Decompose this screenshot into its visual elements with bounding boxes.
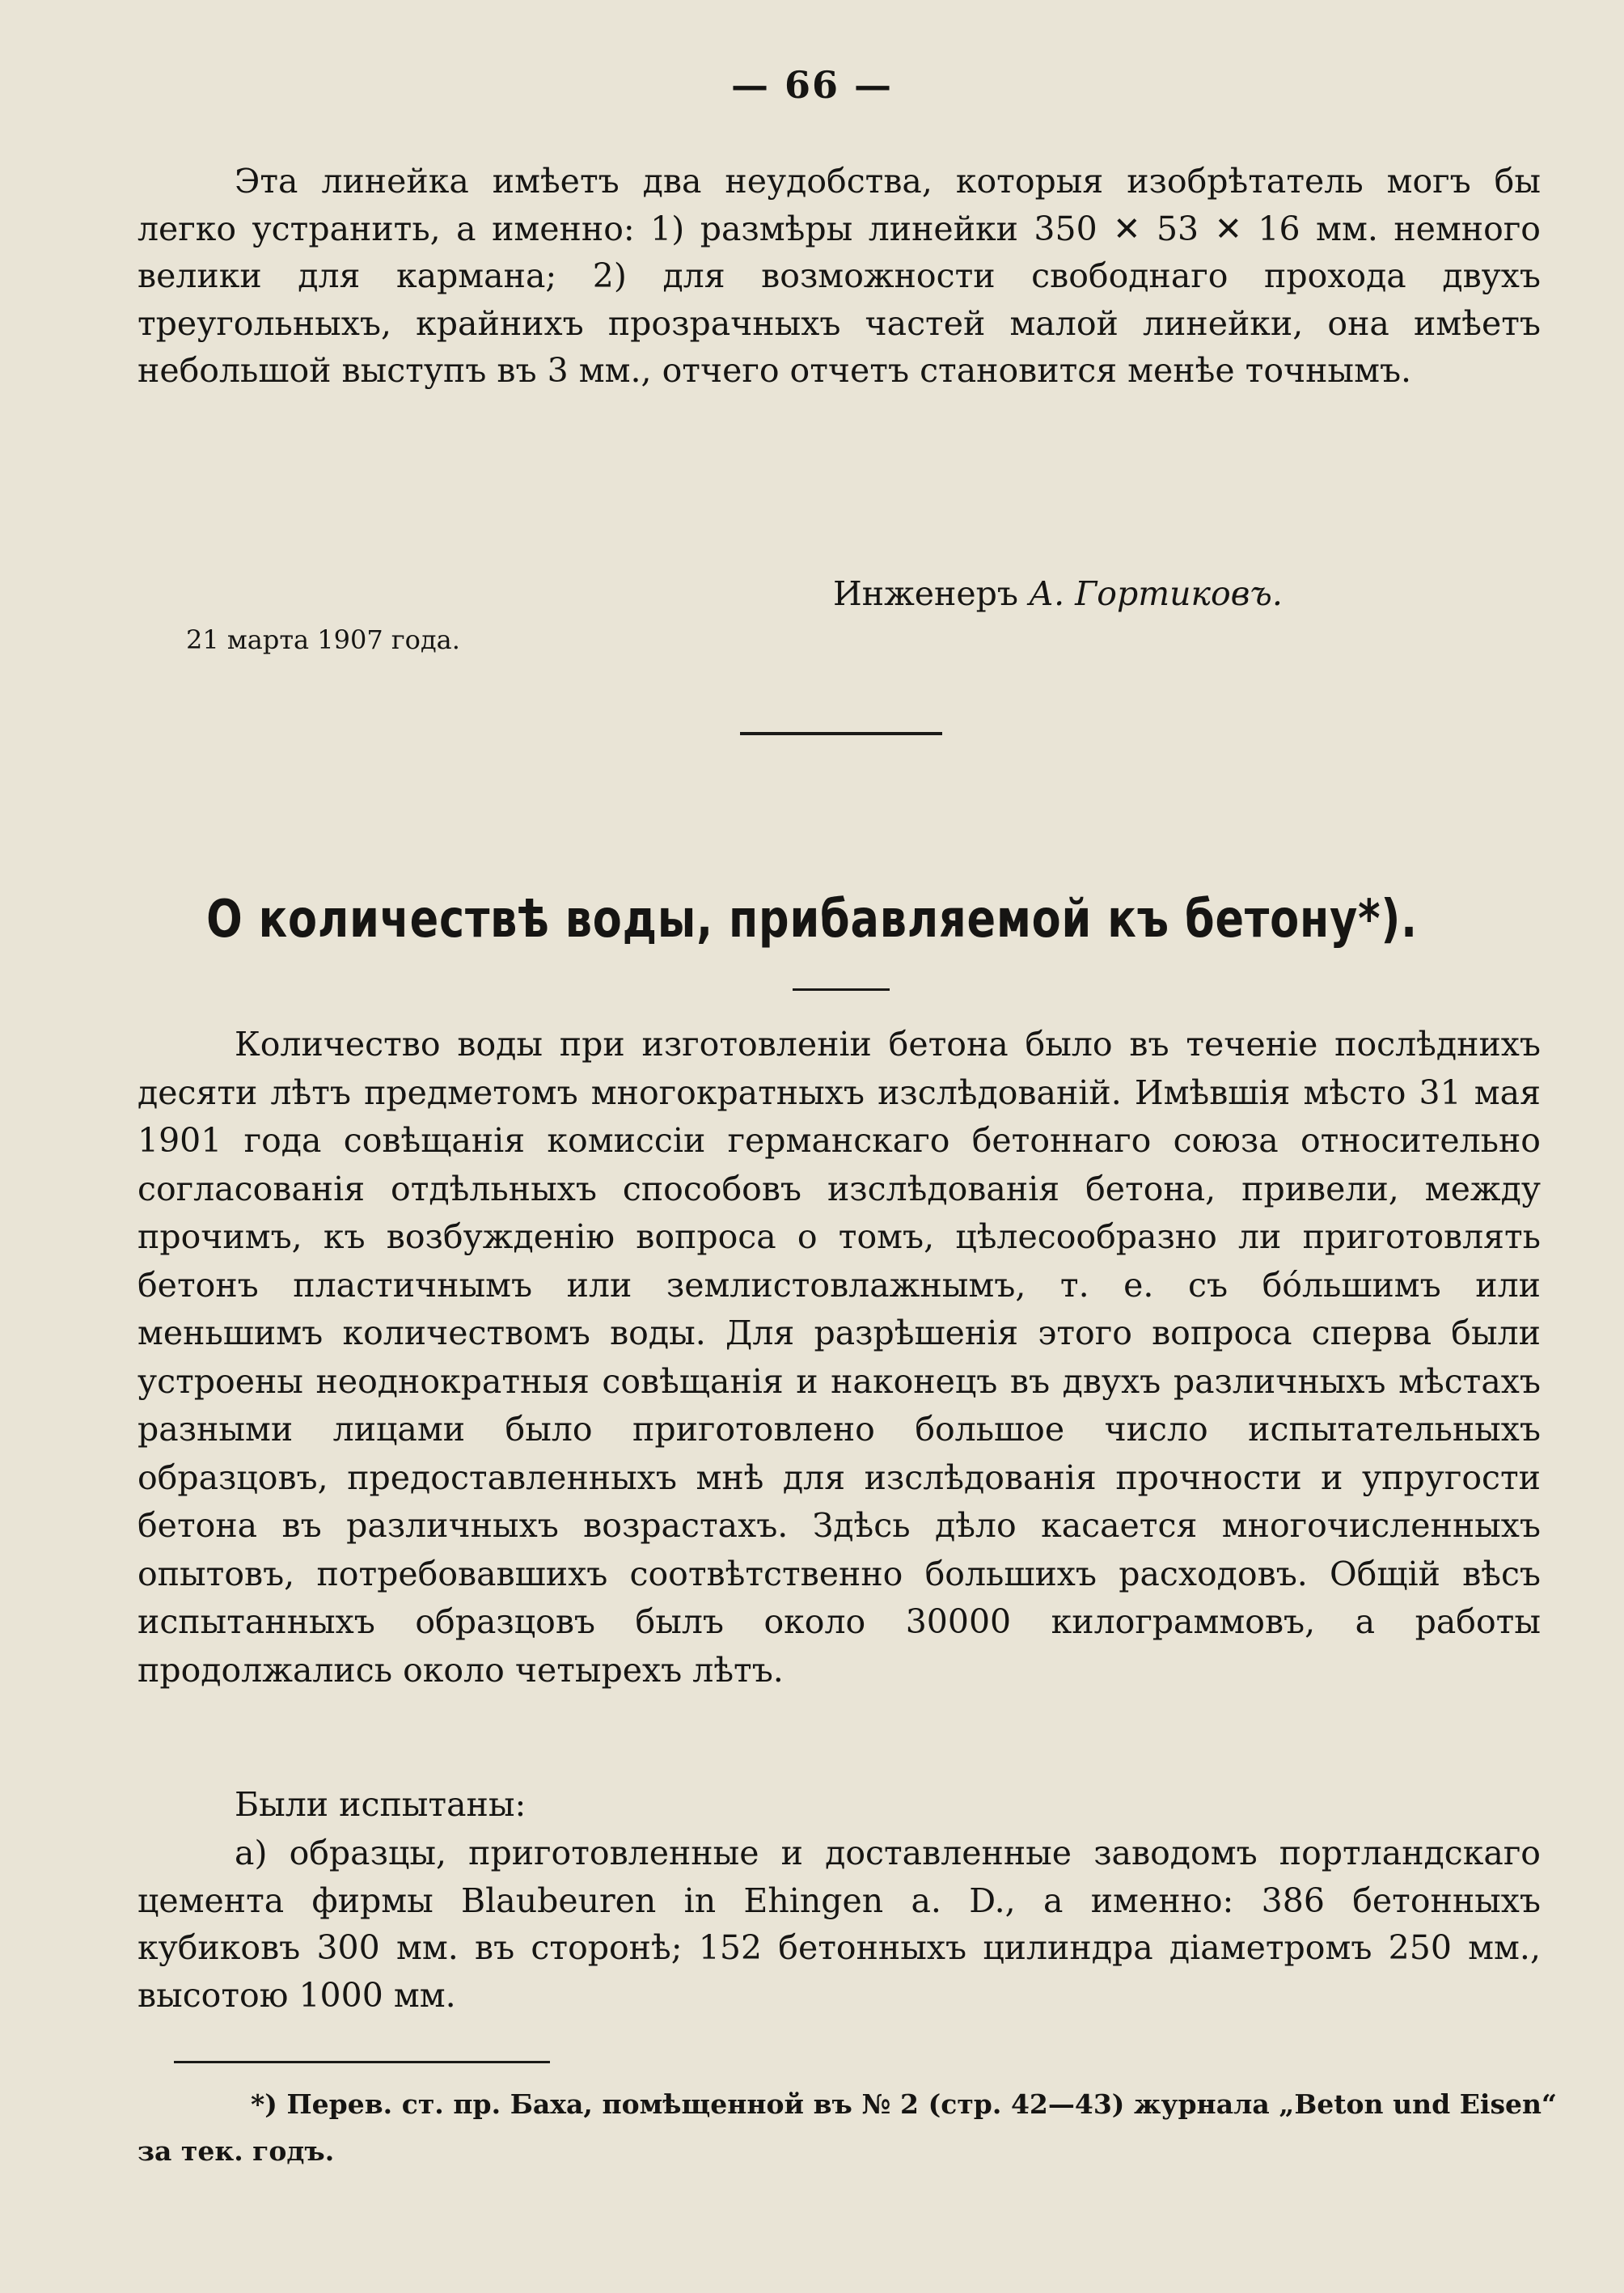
- signature: [833, 574, 1283, 613]
- footnote: *) Перев. ст. пр. Баха, помѣщенной въ № 2 (стр. 42—43) журнала „Beton und Eisen“ за тек. годъ.: [137, 2088, 1557, 2167]
- footnote-rule: [174, 2061, 550, 2063]
- signature-name: А. Гортиковъ.: [1029, 574, 1283, 613]
- section-separator: [740, 732, 942, 735]
- paragraph-ruler-drawbacks: Эта линейка имѣетъ два неудобства, которыя изобрѣтатель могъ бы легко устранить, а именно: 1) размѣры линейки 350 ✕ 53 ✕ 16 мм. немного велики для кармана; 2) для возможности свободнаго прохода двухъ треугольныхъ, крайнихъ прозрачныхъ частей малой линейки, она имѣетъ небольшой выступъ въ 3 мм., отчего отчетъ становится менѣе точнымъ.: [137, 162, 1541, 390]
- page-number: — 66 —: [730, 63, 894, 107]
- article-title: О количествѣ воды, прибавляемой къ бетону*).: [206, 890, 1418, 950]
- title-underline: [793, 988, 890, 991]
- paragraph-item-a: а) образцы, приготовленные и доставленные заводомъ портландскаго цемента фирмы Blaubeuren in Ehingen a. D., а именно: 386 бетонныхъ кубиковъ 300 мм. въ сторонѣ; 152 бетонныхъ цилиндра діаметромъ 250 мм., высотою 1000 мм.: [137, 1834, 1541, 2015]
- signature-role: Инженеръ: [833, 574, 1018, 613]
- date-line: 21 марта 1907 года.: [186, 624, 460, 655]
- paragraph-tested: Были испытаны:: [235, 1785, 527, 1824]
- paragraph-intro: Количество воды при изготовленіи бетона было въ теченіе послѣднихъ десяти лѣтъ предметомъ многократныхъ изслѣдованій. Имѣвшія мѣсто 31 мая 1901 года совѣщанія комиссіи германскаго бетоннаго союза относительно согласованія отдѣльныхъ способовъ изслѣдованія бетона, привели, между прочимъ, къ возбужденію вопроса о томъ, цѣлесообразно ли приготовлять бетонъ пластичнымъ или землистовлажнымъ, т. е. съ бóльшимъ или меньшимъ количествомъ воды. Для разрѣшенія этого вопроса сперва были устроены неоднократныя совѣщанія и наконецъ въ двухъ различныхъ мѣстахъ разными лицами было приготовлено большое число испытательныхъ образцовъ, предоставленныхъ мнѣ для изслѣдованія прочности и упругости бетона въ различныхъ возрастахъ. Здѣсь дѣло касается многочисленныхъ опытовъ, потребовавшихъ соотвѣтственно большихъ расходовъ. Общій вѣсъ испытанныхъ образцовъ былъ около 30000 килограммовъ, а работы продолжались около четырехъ лѣтъ.: [137, 1025, 1541, 1690]
